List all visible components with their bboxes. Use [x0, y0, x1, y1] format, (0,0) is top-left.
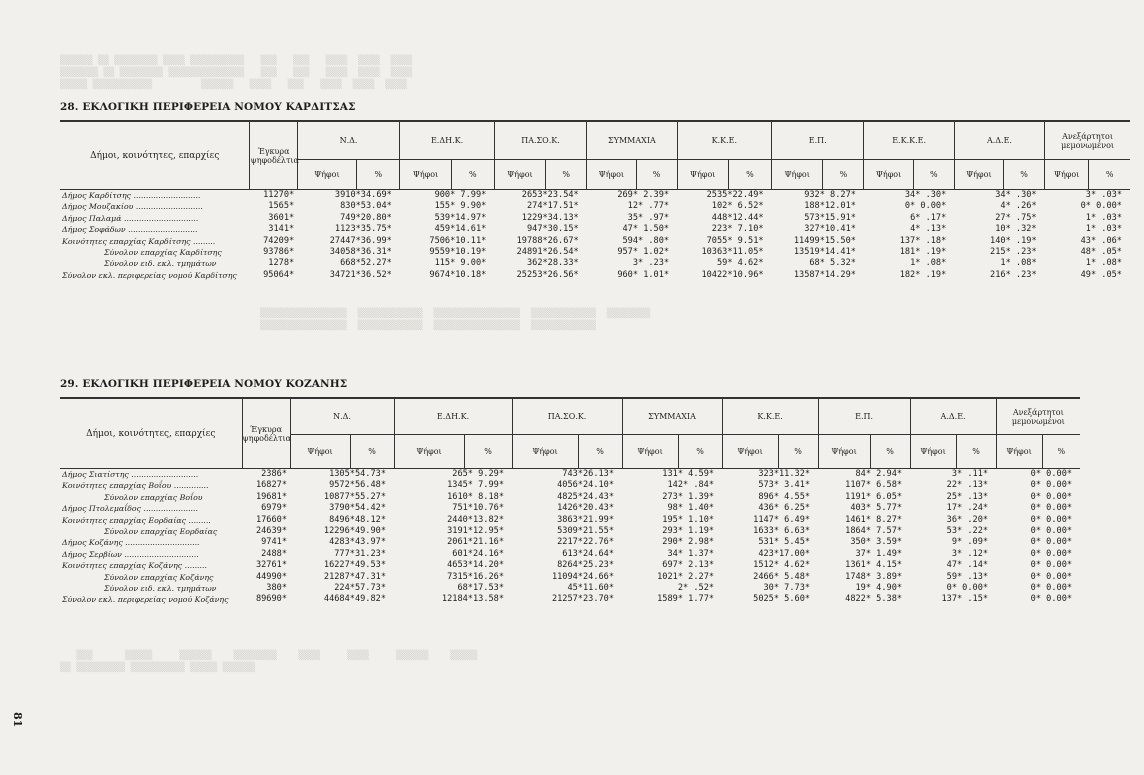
party-result-cell: 743*26.13*: [562, 469, 615, 479]
table-row: [60, 469, 1080, 481]
section-kozani: [60, 377, 1130, 606]
party-result-cell: 10* .32*: [995, 224, 1037, 235]
row-label: Σύνολον ειδ. εκλ. τμημάτων: [104, 259, 217, 269]
party-result-cell: 423*17.00*: [758, 548, 811, 559]
row-label: Δήμος Παλαμά ..............................: [62, 213, 199, 223]
party-result-cell: 49* .05*: [1080, 269, 1122, 280]
votes-subheader: Ψήφοι: [722, 435, 778, 469]
party-result-cell: 19* 4.90*: [855, 583, 903, 594]
party-result-cell: 4056*24.10*: [557, 480, 615, 491]
row-label: Κοινότητες επαρχίας Κοζάνης .........: [62, 561, 207, 571]
party-result-cell: 2061*21.16*: [447, 537, 505, 548]
party-result-cell: 7315*16.26*: [447, 571, 505, 582]
table-row: [60, 503, 1080, 514]
votes-subheader: Ψήφοι: [400, 160, 451, 190]
valid-ballots-cell: 9741*: [261, 537, 287, 548]
table-row: [60, 560, 1080, 571]
party-result-cell: 4653*14.20*: [447, 560, 505, 571]
party-result-cell: 749*20.80*: [340, 212, 392, 223]
results-table: [60, 121, 1130, 281]
party-result-cell: 957* 1.02*: [617, 247, 670, 258]
bleed-through-top: ▒▒▒▒▒▒ ▒▒ ▒▒▒▒▒▒▒▒ ▒▒▒▒ ▒▒▒▒▒▒▒▒▒▒ ▒▒▒ ▒▒▒ ▒▒▒▒ ▒▒▒▒ ▒▒▒▒ ▒▒▒▒▒▒▒ ▒▒ ▒▒▒▒▒▒▒▒ ▒▒▒▒▒▒▒▒▒▒▒▒▒▒ ▒▒▒ ▒▒▒ ▒▒▒▒ ▒▒▒▒ ▒▒▒▒ ▒▒▒▒▒ ▒▒▒▒▒▒▒▒▒▒▒ ▒▒▒▒▒▒ ▒▒▒▒ ▒▒▒ ▒▒▒▒ ▒▒▒▒ ▒▒▒▒: [60, 56, 413, 90]
party-result-cell: 16227*49.53*: [323, 560, 386, 571]
party-result-cell: 751*10.76*: [452, 503, 505, 514]
party-result-cell: 932* 8.27*: [804, 190, 856, 200]
party-header: Ε.Π.: [818, 399, 910, 435]
party-result-cell: 98* 1.40*: [667, 503, 715, 514]
party-result-cell: 11499*15.50*: [793, 235, 856, 246]
votes-subheader: Ψήφοι: [772, 160, 823, 190]
party-result-cell: 3790*54.42*: [329, 503, 386, 514]
party-result-cell: 3* .12*: [951, 548, 989, 559]
votes-subheader: Ψήφοι: [290, 435, 350, 469]
votes-subheader: Ψήφοι: [494, 160, 545, 190]
party-header: Κ.Κ.Ε.: [677, 122, 771, 160]
party-header: Ε.Κ.Κ.Ε.: [864, 122, 954, 160]
row-label: Σύνολον ειδ. εκλ. τμημάτων: [104, 584, 217, 594]
votes-subheader: Ψήφοι: [910, 435, 956, 469]
party-result-cell: 68*17.53*: [457, 583, 505, 594]
row-label: Δήμος Κοζάνης ..............................: [62, 538, 200, 548]
row-label: Σύνολον επαρχίας Εορδαίας: [104, 527, 218, 537]
row-header: Δήμοι, κοινότητες, επαρχίες: [60, 122, 250, 190]
party-result-cell: 25253*26.56*: [516, 269, 579, 280]
pct-subheader: %: [1042, 435, 1080, 469]
valid-ballots-cell: 17660*: [255, 514, 287, 525]
row-label: Δήμος Σερβίων ..............................: [62, 549, 199, 559]
party-result-cell: 115* 9.00*: [434, 258, 487, 269]
party-result-cell: 34* .30*: [904, 190, 947, 200]
row-label: Σύνολον εκλ. περιφερείας νομού Καρδίτσης: [62, 270, 237, 280]
pct-subheader: %: [728, 160, 771, 190]
table-row: [60, 492, 1080, 503]
party-result-cell: 1123*35.75*: [334, 224, 392, 235]
party-result-cell: 142* .84*: [667, 480, 715, 491]
party-result-cell: 0* 0.00*: [1030, 526, 1073, 537]
votes-subheader: Ψήφοι: [818, 435, 870, 469]
party-result-cell: 131* 4.59*: [662, 469, 715, 479]
party-result-cell: 155* 9.90*: [434, 201, 487, 212]
party-result-cell: 594* .80*: [622, 235, 670, 246]
votes-subheader: Ψήφοι: [954, 160, 1003, 190]
section-title: 28. ΕΚΛΟΓΙΚΗ ΠΕΡΙΦΕΡΕΙΑ ΝΟΜΟΥ ΚΑΡΔΙΤΣΑΣ: [60, 101, 356, 113]
party-result-cell: 27* .75*: [995, 212, 1037, 223]
party-result-cell: 2440*13.82*: [447, 514, 505, 525]
pct-subheader: %: [678, 435, 722, 469]
valid-ballots-cell: 16827*: [255, 480, 287, 491]
valid-ballots-cell: 2386*: [261, 469, 287, 479]
party-result-cell: 896* 4.55*: [758, 491, 811, 502]
party-result-cell: 1361* 4.15*: [845, 560, 903, 571]
party-result-cell: 37* 1.49*: [855, 548, 903, 559]
party-result-cell: 47* 1.50*: [622, 224, 670, 235]
party-result-cell: 84* 2.94*: [855, 469, 903, 479]
party-result-cell: 1229*34.13*: [521, 212, 579, 223]
party-result-cell: 290* 2.98*: [662, 537, 715, 548]
party-result-cell: 182* .19*: [899, 269, 947, 280]
party-result-cell: 13587*14.29*: [793, 269, 856, 280]
results-body: [60, 190, 1130, 282]
valid-ballots-cell: 74209*: [263, 235, 295, 246]
party-result-cell: 21287*47.31*: [323, 571, 386, 582]
party-result-cell: 7055* 9.51*: [706, 235, 764, 246]
valid-ballots-cell: 44990*: [255, 571, 287, 582]
votes-subheader: Ψήφοι: [297, 160, 357, 190]
party-header: ΠΑ.ΣΟ.Κ.: [494, 122, 586, 160]
party-result-cell: 830*53.04*: [340, 201, 392, 212]
party-result-cell: 900* 7.99*: [434, 190, 487, 200]
pct-subheader: %: [350, 435, 394, 469]
table-row: [60, 247, 1130, 258]
party-result-cell: 350* 3.59*: [850, 537, 903, 548]
table-row: [60, 583, 1080, 594]
party-result-cell: 293* 1.19*: [662, 526, 715, 537]
party-result-cell: 9572*56.48*: [329, 480, 386, 491]
party-result-cell: 573*15.91*: [804, 212, 856, 223]
party-result-cell: 1633* 6.63*: [753, 526, 811, 537]
party-result-cell: 25* .13*: [946, 491, 989, 502]
party-header: Ε.ΔΗ.Κ.: [394, 399, 512, 435]
party-result-cell: 34058*36.31*: [329, 247, 392, 258]
party-result-cell: 403* 5.77*: [850, 503, 903, 514]
party-result-cell: 0* 0.00*: [1030, 571, 1073, 582]
party-result-cell: 9* .09*: [951, 537, 989, 548]
party-result-cell: 24891*26.54*: [516, 247, 579, 258]
party-result-cell: 960* 1.01*: [617, 269, 670, 280]
party-header: ΣΥΜΜΑΧΙΑ: [622, 399, 722, 435]
party-result-cell: 12* .77*: [627, 201, 670, 212]
pct-subheader: %: [956, 435, 996, 469]
party-header: Ε.ΔΗ.Κ.: [400, 122, 494, 160]
row-label: Σύνολον επαρχίας Καρδίτσης: [104, 248, 222, 258]
table-row: [60, 258, 1130, 269]
party-result-cell: 12184*13.58*: [441, 594, 505, 605]
row-label: Κοινότητες επαρχίας Καρδίτσης .........: [62, 236, 216, 246]
party-result-cell: 3191*12.95*: [447, 526, 505, 537]
party-result-cell: 1589* 1.77*: [657, 594, 715, 605]
party-result-cell: 137* .18*: [899, 235, 947, 246]
party-result-cell: 273* 1.39*: [662, 491, 715, 502]
valid-ballots-cell: 2488*: [261, 548, 287, 559]
party-result-cell: 19788*26.67*: [516, 235, 579, 246]
pct-subheader: %: [1004, 160, 1045, 190]
party-result-cell: 1610* 8.18*: [447, 491, 505, 502]
party-result-cell: 1305*54.73*: [329, 469, 386, 479]
table-row: [60, 201, 1130, 212]
votes-subheader: Ψήφοι: [622, 435, 678, 469]
party-result-cell: 59* 4.62*: [716, 258, 764, 269]
party-result-cell: 2217*22.76*: [557, 537, 615, 548]
party-result-cell: 0* 0.00*: [946, 583, 989, 594]
party-result-cell: 4822* 5.38*: [845, 594, 903, 605]
valid-ballots-cell: 3601*: [268, 212, 295, 223]
results-table: [60, 398, 1080, 606]
pct-subheader: %: [451, 160, 494, 190]
pct-subheader: %: [357, 160, 400, 190]
party-result-cell: 777*31.23*: [334, 548, 386, 559]
party-header: Ανεξάρτητοι μεμονωμένοι: [996, 399, 1080, 435]
party-result-cell: 0* 0.00*: [1030, 537, 1073, 548]
party-header: Α.Δ.Ε.: [954, 122, 1044, 160]
party-result-cell: 181* .19*: [899, 247, 947, 258]
valid-ballots-cell: 95064*: [263, 269, 295, 280]
party-result-cell: 30* 7.73*: [763, 583, 811, 594]
section-kardítsa: [60, 100, 1130, 281]
row-label: Δήμος Καρδίτσης ...........................: [62, 191, 201, 200]
table-row: [60, 594, 1080, 605]
party-result-cell: 1107* 6.58*: [845, 480, 903, 491]
table-row: [60, 270, 1130, 281]
party-header: ΣΥΜΜΑΧΙΑ: [587, 122, 677, 160]
party-result-cell: 0* 0.00*: [1030, 583, 1073, 594]
party-result-cell: 11094*24.66*: [551, 571, 615, 582]
party-result-cell: 459*14.61*: [434, 224, 487, 235]
party-result-cell: 1864* 7.57*: [845, 526, 903, 537]
party-result-cell: 0* 0.00*: [1030, 469, 1073, 479]
row-label: Δήμος Σιατίστης ...........................: [62, 470, 199, 479]
party-result-cell: 195* 1.10*: [662, 514, 715, 525]
bleed-through-middle: ▒▒▒▒▒▒▒▒▒▒▒▒▒▒▒▒ ▒▒▒▒▒▒▒▒▒▒▒▒ ▒▒▒▒▒▒▒▒▒▒▒▒▒▒▒▒ ▒▒▒▒▒▒▒▒▒▒▒▒ ▒▒▒▒▒▒▒▒ ▒▒▒▒▒▒▒▒▒▒▒▒▒▒▒▒ ▒▒▒▒▒▒▒▒▒▒▒▒ ▒▒▒▒▒▒▒▒▒▒▒▒▒▒▒▒ ▒▒▒▒▒▒▒▒▒▒▒▒: [260, 309, 651, 331]
party-result-cell: 9674*10.18*: [429, 269, 487, 280]
party-result-cell: 1512* 4.62*: [753, 560, 811, 571]
party-result-cell: 4* .26*: [1000, 201, 1037, 212]
page-number: 81: [11, 712, 24, 728]
table-row: [60, 515, 1080, 526]
party-result-cell: 10877*55.27*: [323, 491, 386, 502]
party-result-cell: 188*12.01*: [804, 201, 856, 212]
party-result-cell: 36* .20*: [946, 514, 989, 525]
party-header: Ν.Δ.: [297, 122, 400, 160]
valid-ballots-cell: 19681*: [255, 491, 287, 502]
party-result-cell: 274*17.51*: [526, 201, 579, 212]
row-label: Δήμος Σοφάδων ............................: [62, 225, 198, 235]
party-result-cell: 12296*49.90*: [323, 526, 386, 537]
party-result-cell: 323*11.32*: [758, 469, 811, 479]
party-result-cell: 21257*23.70*: [551, 594, 615, 605]
party-result-cell: 0* 0.00*: [1030, 491, 1073, 502]
pct-subheader: %: [578, 435, 622, 469]
party-result-cell: 327*10.41*: [804, 224, 856, 235]
party-result-cell: 436* 6.25*: [758, 503, 811, 514]
party-result-cell: 0* 0.00*: [1030, 548, 1073, 559]
table-row: [60, 526, 1080, 537]
results-body: [60, 469, 1080, 606]
valid-ballots-header: Έγκυρα ψηφοδέλτια: [242, 399, 290, 469]
party-result-cell: 44684*49.82*: [323, 594, 386, 605]
party-result-cell: 140* .19*: [990, 235, 1037, 246]
pct-subheader: %: [870, 435, 910, 469]
pct-subheader: %: [464, 435, 512, 469]
valid-ballots-cell: 24639*: [255, 526, 287, 537]
valid-ballots-cell: 11270*: [263, 190, 295, 200]
party-result-cell: 0* 0.00*: [1030, 560, 1073, 571]
party-result-cell: 2653*23.54*: [521, 190, 579, 200]
party-result-cell: 5309*21.55*: [557, 526, 615, 537]
valid-ballots-header: Έγκυρα ψηφοδέλτια: [250, 122, 297, 190]
votes-subheader: Ψήφοι: [394, 435, 464, 469]
party-result-cell: 265* 9.29*: [452, 469, 505, 479]
party-header: Κ.Κ.Ε.: [722, 399, 818, 435]
party-result-cell: 1* .03*: [1085, 212, 1122, 223]
table-row: [60, 213, 1130, 224]
party-result-cell: 0* 0.00*: [1030, 480, 1073, 491]
party-result-cell: 269* 2.39*: [617, 190, 670, 200]
valid-ballots-cell: 380*: [266, 583, 287, 594]
pct-subheader: %: [636, 160, 677, 190]
row-label: Σύνολον επαρχίας Κοζάνης: [104, 572, 214, 582]
party-result-cell: 1191* 6.05*: [845, 491, 903, 502]
row-label: Δήμος Πτολεμαΐδος ......................: [62, 504, 198, 514]
party-result-cell: 34721*36.52*: [329, 269, 392, 280]
pct-subheader: %: [778, 435, 818, 469]
row-label: Κοινότητες επαρχίας Βοΐου ..............: [62, 481, 209, 491]
party-result-cell: 539*14.97*: [434, 212, 487, 223]
party-header: Α.Δ.Ε.: [910, 399, 996, 435]
row-header: Δήμοι, κοινότητες, επαρχίες: [60, 399, 242, 469]
valid-ballots-cell: 1565*: [268, 201, 295, 212]
party-result-cell: 3910*34.69*: [334, 190, 392, 200]
party-result-cell: 3863*21.99*: [557, 514, 615, 525]
valid-ballots-cell: 6979*: [261, 503, 287, 514]
bleed-through-bottom: ▒▒▒ ▒▒▒▒▒ ▒▒▒▒▒▒ ▒▒▒▒▒▒▒▒ ▒▒▒▒ ▒▒▒▒ ▒▒▒▒▒▒ ▒▒▒▒▒ ▒▒ ▒▒▒▒▒▒▒▒▒ ▒▒▒▒▒▒▒▒▒▒ ▒▒▒▒▒ ▒▒▒▒▒▒: [60, 651, 478, 673]
party-result-cell: 1748* 3.89*: [845, 571, 903, 582]
pct-subheader: %: [913, 160, 954, 190]
party-result-cell: 10363*11.05*: [701, 247, 764, 258]
party-header: Ν.Δ.: [290, 399, 394, 435]
table-row: [60, 549, 1080, 560]
valid-ballots-cell: 93786*: [263, 247, 295, 258]
party-result-cell: 1345* 7.99*: [447, 480, 505, 491]
party-result-cell: 0* 0.00*: [904, 201, 947, 212]
party-result-cell: 1147* 6.49*: [753, 514, 811, 525]
party-result-cell: 3* .03*: [1085, 190, 1122, 200]
party-result-cell: 601*24.16*: [452, 548, 505, 559]
valid-ballots-cell: 89690*: [255, 594, 287, 605]
votes-subheader: Ψήφοι: [864, 160, 913, 190]
table-row: [60, 480, 1080, 491]
party-result-cell: 4* .13*: [910, 224, 947, 235]
votes-subheader: Ψήφοι: [677, 160, 728, 190]
party-result-cell: 362*28.33*: [526, 258, 579, 269]
party-result-cell: 102* 6.52*: [711, 201, 764, 212]
row-label: Κοινότητες επαρχίας Εορδαίας .........: [62, 515, 211, 525]
table-row: [60, 224, 1130, 235]
party-result-cell: 68* 5.32*: [809, 258, 856, 269]
valid-ballots-cell: 1278*: [268, 258, 295, 269]
party-result-cell: 34* .30*: [995, 190, 1037, 200]
party-result-cell: 531* 5.45*: [758, 537, 811, 548]
party-result-cell: 45*11.60*: [567, 583, 615, 594]
pct-subheader: %: [1089, 160, 1130, 190]
party-result-cell: 8264*25.23*: [557, 560, 615, 571]
table-row: [60, 236, 1130, 247]
row-label: Δήμος Μουζακίου ...........................: [62, 202, 203, 212]
party-result-cell: 4283*43.97*: [329, 537, 386, 548]
party-result-cell: 1461* 8.27*: [845, 514, 903, 525]
party-result-cell: 17* .24*: [946, 503, 989, 514]
party-result-cell: 7506*10.11*: [429, 235, 487, 246]
party-result-cell: 1* .03*: [1085, 224, 1122, 235]
party-result-cell: 47* .14*: [946, 560, 989, 571]
party-result-cell: 0* 0.00*: [1080, 201, 1122, 212]
party-result-cell: 1* .08*: [1000, 258, 1037, 269]
party-result-cell: 27447*36.99*: [329, 235, 392, 246]
row-label: Σύνολον επαρχίας Βοΐου: [104, 492, 203, 502]
table-row: [60, 537, 1080, 548]
party-result-cell: 53* .22*: [946, 526, 989, 537]
party-result-cell: 137* .15*: [941, 594, 989, 605]
party-result-cell: 9559*10.19*: [429, 247, 487, 258]
party-result-cell: 4825*24.43*: [557, 491, 615, 502]
party-result-cell: 223* 7.10*: [711, 224, 764, 235]
party-result-cell: 947*30.15*: [526, 224, 579, 235]
party-result-cell: 3* .11*: [951, 469, 989, 479]
party-result-cell: 43* .06*: [1080, 235, 1122, 246]
party-result-cell: 6* .17*: [910, 212, 947, 223]
party-result-cell: 224*57.73*: [334, 583, 386, 594]
row-label: Σύνολον εκλ. περιφερείας νομού Κοζάνης: [62, 595, 229, 605]
valid-ballots-cell: 32761*: [255, 560, 287, 571]
section-title: 29. ΕΚΛΟΓΙΚΗ ΠΕΡΙΦΕΡΕΙΑ ΝΟΜΟΥ ΚΟΖΑΝΗΣ: [60, 378, 348, 390]
party-header: Ανεξάρτητοι μεμονωμένοι: [1045, 122, 1130, 160]
party-result-cell: 0* 0.00*: [1030, 514, 1073, 525]
party-result-cell: 448*12.44*: [711, 212, 764, 223]
party-result-cell: 668*52.27*: [340, 258, 392, 269]
party-result-cell: 5025* 5.60*: [753, 594, 811, 605]
party-result-cell: 216* .23*: [990, 269, 1037, 280]
party-result-cell: 613*24.64*: [562, 548, 615, 559]
pct-subheader: %: [546, 160, 587, 190]
party-result-cell: 8496*48.12*: [329, 514, 386, 525]
party-result-cell: 1* .08*: [1085, 258, 1122, 269]
party-header: ΠΑ.ΣΟ.Κ.: [512, 399, 622, 435]
table-row: [60, 572, 1080, 583]
party-result-cell: 48* .05*: [1080, 247, 1122, 258]
party-result-cell: 13519*14.41*: [793, 247, 856, 258]
party-result-cell: 1021* 2.27*: [657, 571, 715, 582]
party-result-cell: 215* .23*: [990, 247, 1037, 258]
party-result-cell: 22* .13*: [946, 480, 989, 491]
party-result-cell: 3* .23*: [632, 258, 670, 269]
valid-ballots-cell: 3141*: [268, 224, 295, 235]
party-result-cell: 34* 1.37*: [667, 548, 715, 559]
votes-subheader: Ψήφοι: [1045, 160, 1089, 190]
votes-subheader: Ψήφοι: [587, 160, 636, 190]
party-result-cell: 0* 0.00*: [1030, 594, 1073, 605]
votes-subheader: Ψήφοι: [512, 435, 578, 469]
party-header: Ε.Π.: [772, 122, 864, 160]
votes-subheader: Ψήφοι: [996, 435, 1042, 469]
party-result-cell: 1* .08*: [910, 258, 947, 269]
table-row: [60, 190, 1130, 202]
party-result-cell: 2466* 5.48*: [753, 571, 811, 582]
party-result-cell: 2* .52*: [677, 583, 715, 594]
party-result-cell: 697* 2.13*: [662, 560, 715, 571]
party-result-cell: 0* 0.00*: [1030, 503, 1073, 514]
pct-subheader: %: [823, 160, 864, 190]
party-result-cell: 10422*10.96*: [701, 269, 764, 280]
party-result-cell: 573* 3.41*: [758, 480, 811, 491]
party-result-cell: 2535*22.49*: [706, 190, 764, 200]
party-result-cell: 59* .13*: [946, 571, 989, 582]
party-result-cell: 1426*20.43*: [557, 503, 615, 514]
party-result-cell: 35* .97*: [627, 212, 670, 223]
